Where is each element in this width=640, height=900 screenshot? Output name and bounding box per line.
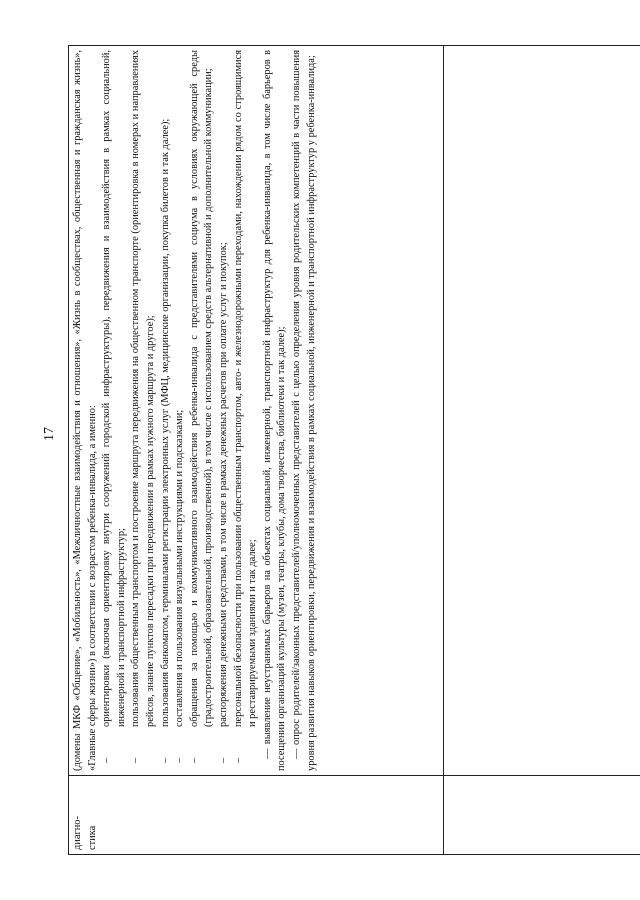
list-item: – персональной безопасности при пользовании общественным транспортом, авто- и железнодорожными переходами, нахождении рядом со строящимися и реставрируемыми зданиями и так далее; bbox=[232, 50, 261, 771]
survey-paragraph: — опрос родителей/законных представителей/уполномоченных представителей с целью определения уровня родительских компетенций в части повышения уровня развития навыков ориентировки, передвижения и взаимодействия в рамках социальной, инженерной и транспортной инфраструктур у ребенка-инвалида; bbox=[290, 50, 317, 771]
content-table bbox=[68, 45, 640, 855]
intro-paragraph: (домены МКФ «Общение», «Мобильность», «Межличностные взаимодействия и отношения», «Жизнь в сообществах, общественная и гражданская жизнь», «Главные сферы жизни») в соответствии с возрастом ребенка-инвалида, а именно: bbox=[72, 50, 98, 771]
list-item: – обращения за помощью и коммуникативного взаимодействия ребенка-инвалида с представителями социума в условиях окружающей среды (градостроительной, образовательной, производственной), в том числе с использованием средств альтернативной и дополнительной коммуникации; bbox=[188, 50, 217, 771]
page-number: 17 bbox=[42, 427, 57, 441]
skills-list bbox=[100, 50, 261, 771]
row-label: диагно- стика bbox=[72, 816, 98, 850]
list-item: – распоряжения денежными средствами, в том числе в рамках денежных расчетов при оплате услуг и покупок; bbox=[217, 50, 232, 771]
content-cell bbox=[69, 46, 444, 776]
rotated-sheet bbox=[68, 45, 633, 855]
table-row bbox=[444, 46, 640, 855]
row-label-cell bbox=[69, 776, 444, 855]
table-row bbox=[69, 46, 444, 855]
list-item: – составления и пользования визуальными инструкциями и подсказками; bbox=[173, 50, 188, 771]
list-item: – пользования банкоматом, терминалами регистрации электронных услуг (МФЦ, медицинские организации, покупка билетов и так далее); bbox=[159, 50, 174, 771]
list-item: – ориентировки (включая ориентировку внутри сооружений городской инфраструктуры), передвижения и взаимодействия в рамках социальной, инженерной и транспортной инфраструктур; bbox=[100, 50, 129, 771]
barriers-paragraph: — выявление неустранимых барьеров на объектах социальной, инженерной, транспортной инфраструктур для ребенка-инвалида, в том числе барьеров в посещении организаций культуры (музеи, театры, клубы, дома творчества, библиотеки и так далее); bbox=[261, 50, 288, 771]
empty-content-cell bbox=[444, 46, 640, 776]
list-item: – пользования общественным транспортом и построение маршрута передвижения на общественном транспорте (ориентировка в номерах и направлениях рейсов, знание пунктов пересадки при передвижении в рамках нужного маршрута и другое); bbox=[129, 50, 158, 771]
empty-label-cell bbox=[444, 776, 640, 855]
